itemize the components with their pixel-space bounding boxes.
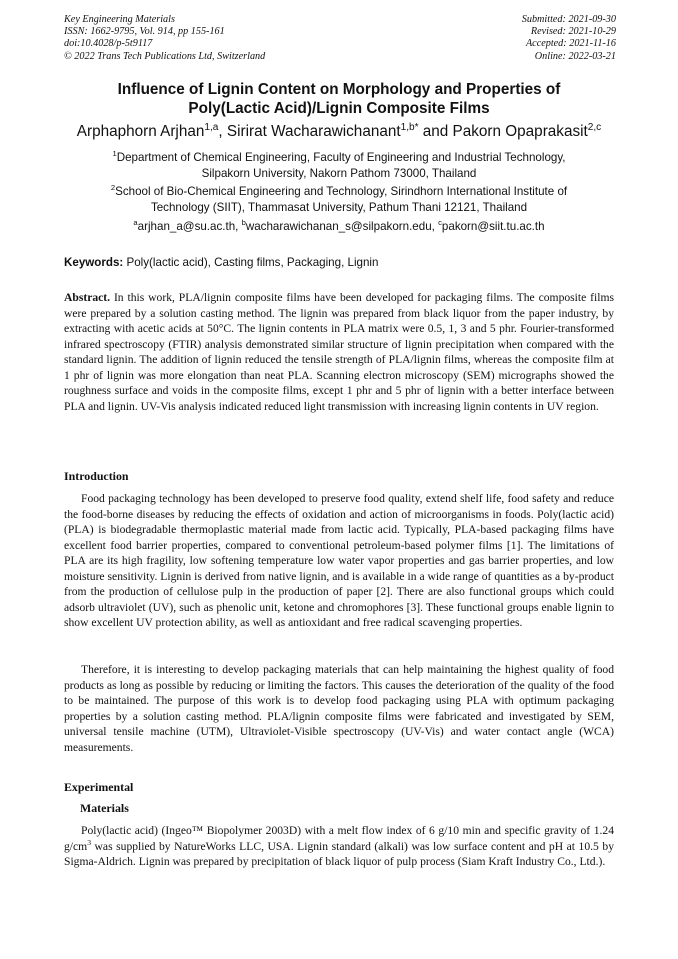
affiliation-2-line-2: Technology (SIIT), Thammasat University, Pathum Thani 12121, Thailand [150, 201, 528, 214]
title-line-2: Poly(Lactic Acid)/Lignin Composite Films [188, 100, 490, 117]
author-2: , Sirirat Wacharawichanant [218, 123, 401, 140]
affiliation-1 [50, 150, 628, 182]
abstract-text: In this work, PLA/lignin composite films have been developed for packaging films. The composite films were prepared by a solution casting method. The lignin was prepared from black liquor from the paper industry, by extracting with acetic acids at 50°C. The lignin contents in PLA matrix were 0.5, 1, 3 and 5 phr. Fourier-transformed infrared spectroscopy (FTIR) analysis demonstrated similar structure of lignin precipitation when compared with the standard lignin. The addition of lignin reduced the tensile strength of PLA/lignin films, whereas the composite film at 1 phr of lignin was more elongation than neat PLA. Scanning electron microscopy (SEM) micrographs showed the roughness surface and voids in the composite films, except 1 phr and 5 phr of lignin with a better interface between PLA and lignin. UV-Vis analysis indicated reduced light transmission with increasing lignin contents in UV region. [64, 291, 614, 413]
journal-header-left [64, 14, 265, 63]
title-line-1: Influence of Lignin Content on Morphology and Properties of [117, 81, 561, 98]
keywords [64, 255, 378, 271]
accepted-date: Accepted: 2021-11-16 [525, 38, 616, 50]
affiliation-2 [50, 184, 628, 216]
materials-heading: Materials [80, 801, 129, 815]
affiliation-1-line-1: Department of Chemical Engineering, Faculty of Engineering and Industrial Technology, [116, 151, 566, 164]
journal-doi: doi:10.4028/p-5t9117 [64, 38, 153, 50]
abstract [64, 290, 614, 414]
materials-paragraph [64, 823, 614, 870]
journal-copyright: © 2022 Trans Tech Publications Ltd, Switzerland [64, 50, 266, 62]
author-1-affil: 1,a [204, 121, 219, 133]
affiliation-1-marker: 1 [112, 149, 117, 159]
introduction-paragraph-1: Food packaging technology has been developed to preserve food quality, extend shelf life, food safety and reduce the food-borne diseases by reducing the effects of oxidation and action of microorganisms in foods. Poly(lactic acid) (PLA) is biodegradable thermoplastic material made from lactic acid. Typically, PLA-based packaging films have excellent food barrier properties, compared to conventional petroleum-based polymer films [1]. The limitations of PLA are its high fragility, low softening temperature low water vapor properties and gas barrier properties, and low moisture sensitivity. Lignin is derived from native lignin, and is available in a wide range of quantities as a by-product from the production of cellulose pulp in the production of paper [2]. There are also functional groups which could adsorb ultraviolet (UV), such as phenolic unit, ketone and chromophores [3]. These functional groups enable lignin to show excellent UV protection ability, as well as antioxidant and free radical scavenging properties. [64, 492, 614, 629]
abstract-label: Abstract. [64, 291, 111, 304]
author-emails [40, 219, 638, 235]
affiliation-1-line-2: Silpakorn University, Nakorn Pathom 73000, Thailand [201, 167, 477, 180]
journal-name: Key Engineering Materials [64, 14, 175, 25]
email-b-marker: b [241, 218, 246, 228]
author-3: and Pakorn Opaprakasit [418, 123, 588, 140]
email-a-marker: a [133, 218, 138, 228]
author-2-affil: 1,b* [400, 121, 419, 133]
email-c-marker: c [438, 218, 442, 228]
materials-superscript: 3 [87, 837, 92, 847]
materials-text-1: Poly(lactic acid) (Ingeo™ Biopolymer 2003D) with a melt flow index of 6 g/10 min and specific gravity of 1.24 g/cm [64, 824, 614, 853]
email-a: arjhan_a@su.ac.th, [137, 220, 242, 233]
author-list [20, 122, 658, 141]
materials-text-2: was supplied by NatureWorks LLC, USA. Lignin standard (alkali) was low surface content and pH at 10.5 by Sigma-Aldrich. Lignin was prepared by precipitation of black liquor of pulp process (Siam Kraft Industry Co., Ltd.). [64, 839, 614, 868]
journal-header-right [522, 14, 616, 63]
journal-issn: ISSN: 1662-9795, Vol. 914, pp 155-161 [64, 26, 225, 38]
keywords-label: Keywords: [64, 256, 124, 269]
introduction-heading: Introduction [64, 469, 129, 483]
revised-date: Revised: 2021-10-29 [530, 26, 616, 38]
email-b: wacharawichanan_s@silpakorn.edu, [245, 220, 439, 233]
submitted-date: Submitted: 2021-09-30 [521, 14, 616, 25]
experimental-heading: Experimental [64, 780, 134, 794]
author-1: Arphaphorn Arjhan [76, 123, 205, 140]
online-date: Online: 2022-03-21 [534, 50, 616, 62]
affiliation-2-line-1: School of Bio-Chemical Engineering and Technology, Sirindhorn International Institute of [115, 185, 568, 198]
author-3-affil: 2,c [587, 121, 602, 133]
paper-title [40, 80, 638, 118]
keywords-text: Poly(lactic acid), Casting films, Packaging, Lignin [123, 256, 379, 269]
email-c: pakorn@siit.tu.ac.th [441, 220, 545, 233]
affiliation-2-marker: 2 [110, 183, 116, 193]
introduction-paragraph-2: Therefore, it is interesting to develop packaging materials that can help maintaining the highest quality of food products as long as possible by reducing or limiting the factors. This causes the deterioration of the quality of the food to be maintained. The purpose of this work is to develop food packaging using PLA with optimum packaging properties by a solution casting method. PLA/lignin composite films were fabricated and investigated by SEM, universal tensile machine (UTM), Ultraviolet-Visible spectroscopy (UV-Vis) and water contact angle (WCA) measurements. [64, 663, 614, 754]
